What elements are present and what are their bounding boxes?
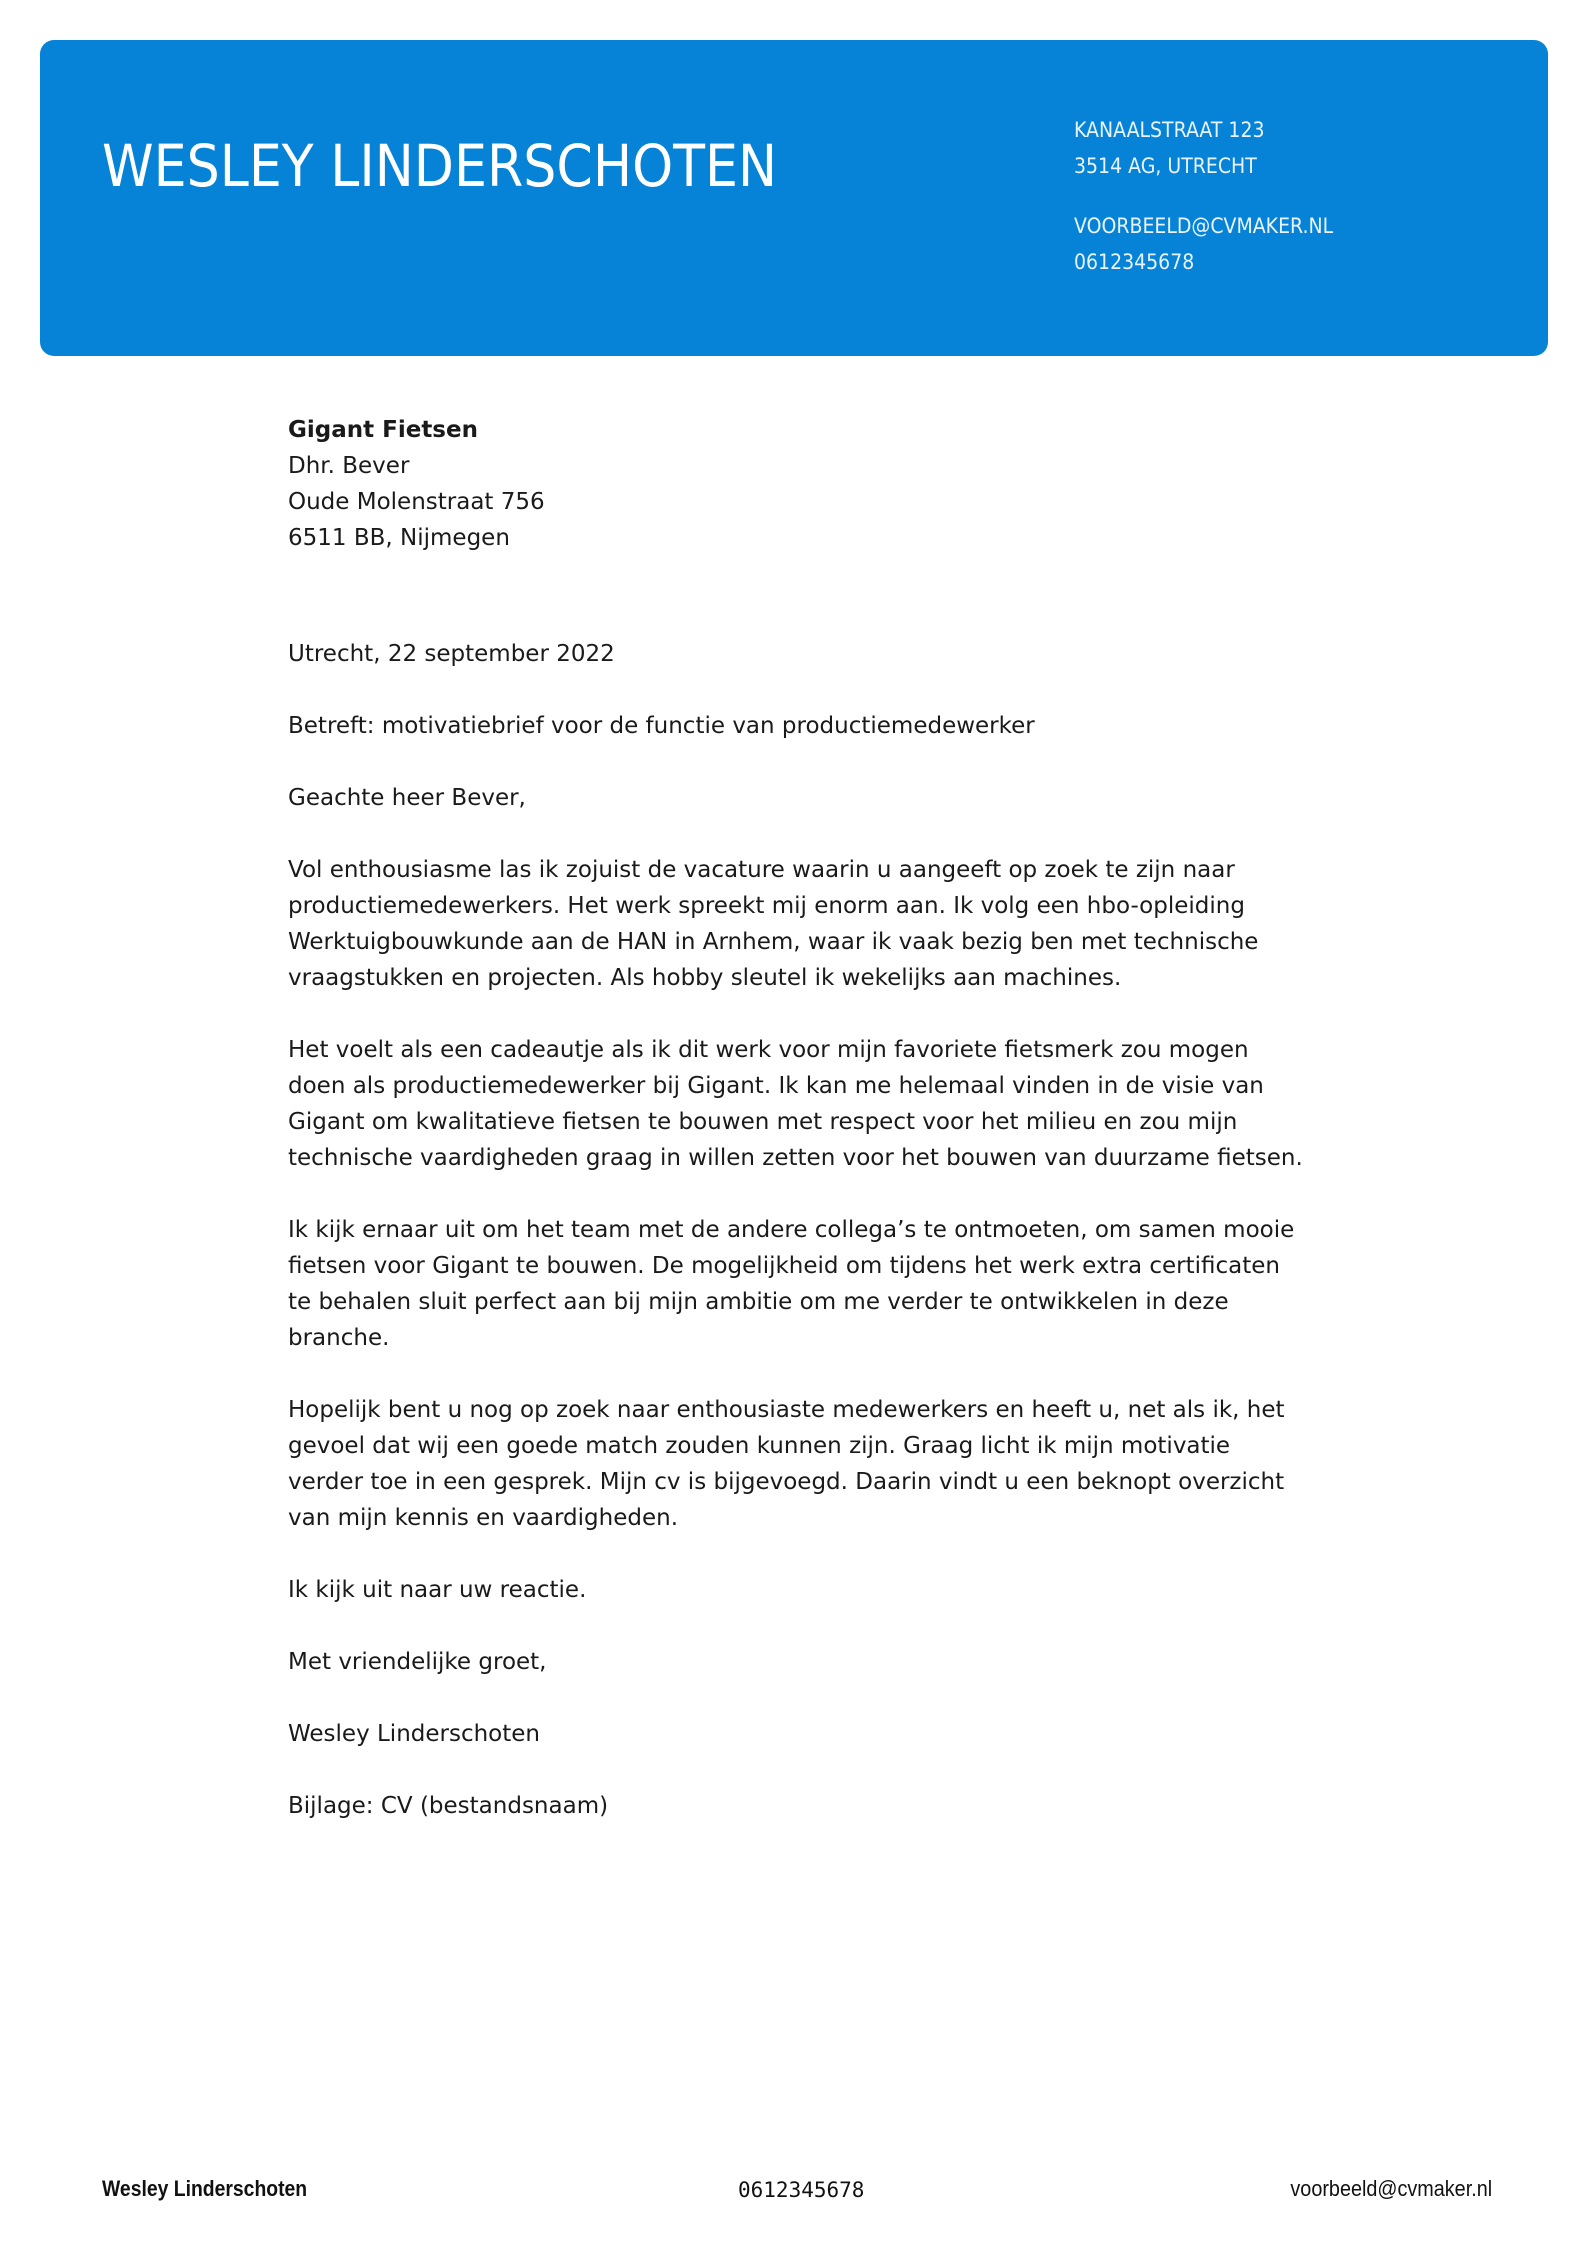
paragraph-4: Hopelijk bent u nog op zoek naar enthousiaste medewerkers en heeft u, net als ik, het gevoel dat wij een goede match zouden kunnen zijn. Graag licht ik mijn motivatie verder toe in een gesprek. Mijn cv is bijgevoegd. Daarin vindt u een beknopt overzicht van mijn kennis en vaardigheden.	[288, 1397, 1285, 1531]
footer-email: voorbeeld@cvmaker.nl	[1290, 2176, 1492, 2201]
sender-contact	[1074, 112, 1333, 280]
attachment-line: Bijlage: CV (bestandsnaam)	[288, 1793, 609, 1819]
signature: Wesley Linderschoten	[288, 1721, 541, 1747]
date-line: Utrecht, 22 september 2022	[288, 641, 615, 667]
letter-body	[288, 412, 1308, 1860]
sender-email: VOORBEELD@CVMAKER.NL	[1074, 214, 1334, 238]
recipient-contact: Dhr. Bever	[288, 453, 410, 479]
paragraph-2: Het voelt als een cadeautje als ik dit werk voor mijn favoriete fietsmerk zou mogen doen als productiemedewerker bij Gigant. Ik kan me helemaal vinden in de visie van Gigant om kwalitatieve fietsen te bouwen met respect voor het milieu en zou mijn technische vaardigheden graag in willen zetten voor het bouwen van duurzame fietsen.	[288, 1037, 1303, 1171]
spacer	[288, 556, 1308, 636]
page-footer	[0, 2176, 1588, 2216]
header-banner	[40, 40, 1548, 356]
sender-address-line1: KANAALSTRAAT 123	[1074, 118, 1265, 142]
paragraph-1: Vol enthousiasme las ik zojuist de vacature waarin u aangeeft op zoek te zijn naar productiemedewerkers. Het werk spreekt mij enorm aan. Ik volg een hbo-opleiding Werktuigbouwkunde aan de HAN in Arnhem, waar ik vaak bezig ben met technische vraagstukken en projecten. Als hobby sleutel ik wekelijks aan machines.	[288, 857, 1259, 991]
sign-off: Met vriendelijke groet,	[288, 1649, 547, 1675]
closing-line: Ik kijk uit naar uw reactie.	[288, 1577, 587, 1603]
salutation: Geachte heer Bever,	[288, 785, 526, 811]
paragraph-3: Ik kijk ernaar uit om het team met de andere collega’s te ontmoeten, om samen mooie fietsen voor Gigant te bouwen. De mogelijkheid om tijdens het werk extra certificaten te behalen sluit perfect aan bij mijn ambitie om me verder te ontwikkelen in deze branche.	[288, 1217, 1295, 1351]
footer-phone: 0612345678	[738, 2178, 865, 2202]
recipient-block	[288, 412, 1308, 556]
contact-gap	[1074, 184, 1333, 208]
recipient-city: 6511 BB, Nijmegen	[288, 525, 510, 551]
sender-address-line2: 3514 AG, UTRECHT	[1074, 154, 1257, 178]
sender-name: WESLEY LINDERSCHOTEN	[102, 132, 778, 200]
footer-name: Wesley Linderschoten	[102, 2176, 308, 2201]
recipient-street: Oude Molenstraat 756	[288, 489, 545, 515]
sender-phone: 0612345678	[1074, 250, 1195, 274]
recipient-company: Gigant Fietsen	[288, 417, 478, 443]
subject-line: Betreft: motivatiebrief voor de functie van productiemedewerker	[288, 713, 1035, 739]
